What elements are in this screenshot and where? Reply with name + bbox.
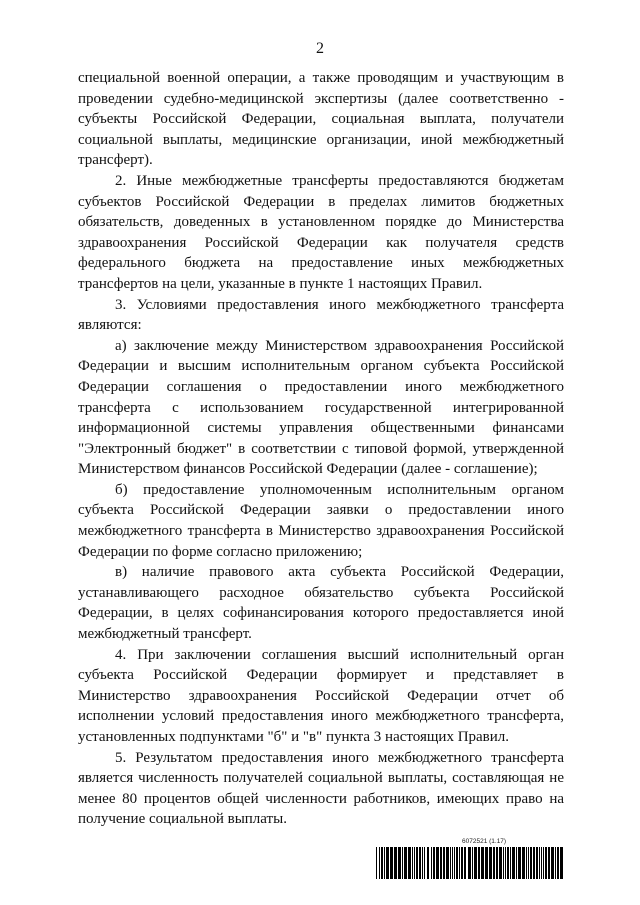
subparagraph-a: а) заключение между Министерством здравоохранения Российской Федерации и высшим исполнительным органом субъекта Российской Федерации соглашения о предоставлении иного межбюджетного трансферта с использованием государственной интегрированной информационной системы управления общественными финансами "Электронный бюджет" в соответствии с типовой формой, утвержденной Министерством финансов Российской Федерации (далее - соглашение);: [78, 337, 564, 478]
paragraph-2: 2. Иные межбюджетные трансферты предоставляются бюджетам субъектов Российской Федерации в пределах лимитов бюджетных обязательств, доведенных в установленном порядке до Министерства здравоохранения Российской Федерации как получателя средств федерального бюджета на предоставление иных межбюджетных трансфертов на цели, указанные в пункте 1 настоящих Правил.: [78, 172, 564, 292]
barcode-block: [376, 838, 564, 880]
barcode-image: [376, 847, 564, 879]
subparagraph-v: в) наличие правового акта субъекта Российской Федерации, устанавливающего расходное обязательство субъекта Российской Федерации, в целях софинансирования которого предоставляется иной межбюджетный трансферт.: [78, 564, 564, 643]
page-number: 2: [316, 40, 324, 57]
document-body: [78, 68, 564, 830]
paragraph-1-continuation: специальной военной операции, а также проводящим и участвующим в проведении судебно-медицинской экспертизы (далее соответственно - субъекты Российской Федерации, социальная выплата, получатели социальной выплаты, медицинские организации, иной межбюджетный трансферт).: [78, 70, 564, 169]
paragraph-3: 3. Условиями предоставления иного межбюджетного трансферта являются:: [78, 296, 564, 334]
paragraph-5: 5. Результатом предоставления иного межбюджетного трансферта является численность получателей социальной выплаты, составляющая не менее 80 процентов общей численности работников, имеющих право на получение социальной выплаты.: [78, 749, 564, 828]
subparagraph-b: б) предоставление уполномоченным исполнительным органом субъекта Российской Федерации заявки о предоставлении иного межбюджетного трансферта в Министерство здравоохранения Российской Федерации по форме согласно приложению;: [78, 481, 564, 560]
paragraph-4: 4. При заключении соглашения высший исполнительный орган субъекта Российской Федерации формирует и представляет в Министерство здравоохранения Российской Федерации отчет об исполнении условий предоставления иного межбюджетного трансферта, установленных подпунктами "б" и "в" пункта 3 настоящих Правил.: [78, 646, 564, 745]
barcode-caption: 6072521 (1.17): [462, 838, 507, 845]
